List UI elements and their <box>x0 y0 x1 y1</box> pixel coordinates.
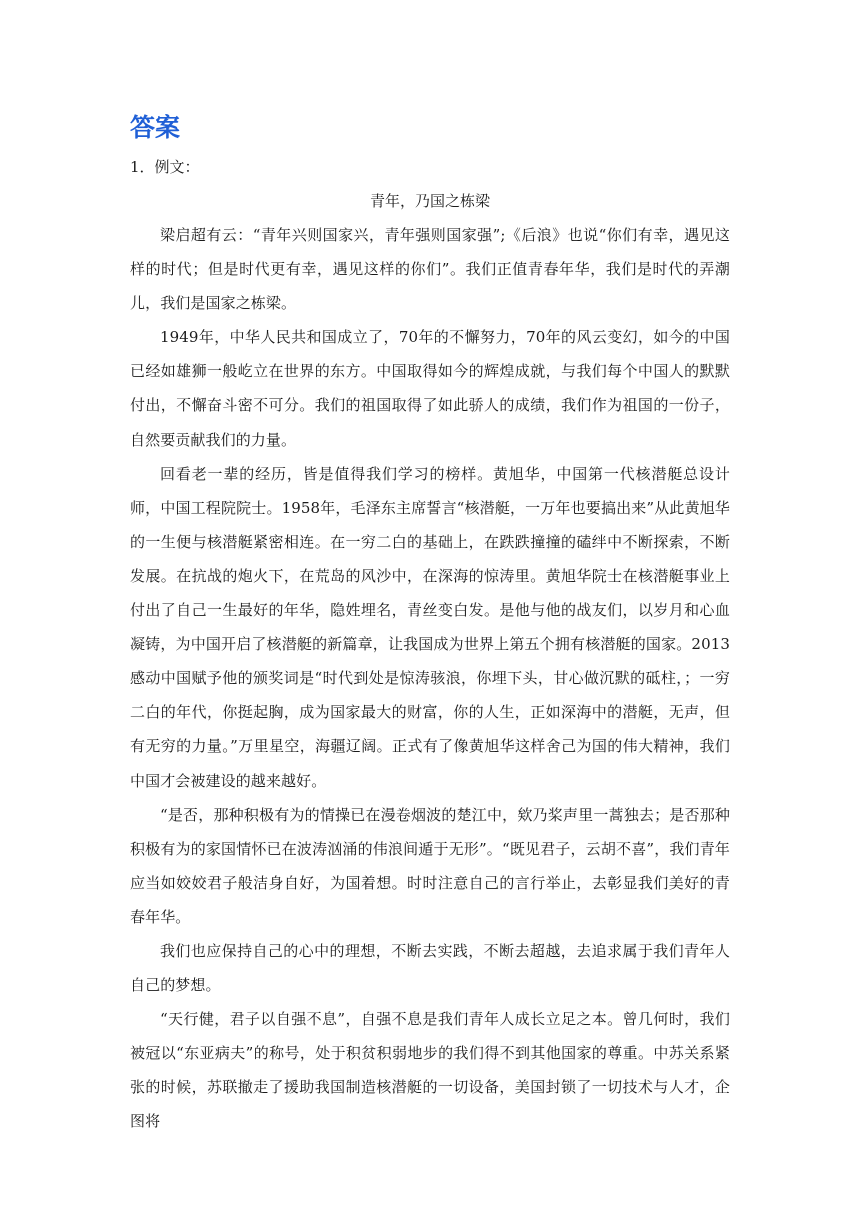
essay-paragraph: 我们也应保持自己的心中的理想，不断去实践，不断去超越，去追求属于我们青年人自己的梦想。 <box>130 941 730 995</box>
essay-paragraph: 梁启超有云：“青年兴则国家兴，青年强则国家强”;《后浪》也说“你们有幸，遇见这样的时代；但是时代更有幸，遇见这样的你们”。我们正值青春年华，我们是时代的弄潮儿，我们是国家之栋梁。 <box>130 226 730 313</box>
answer-heading: 答案 <box>130 113 181 142</box>
document-page <box>130 108 730 1139</box>
item-label: 1．例文： <box>130 158 200 176</box>
essay-paragraph: 回看老一辈的经历，皆是值得我们学习的榜样。黄旭华，中国第一代核潜艇总设计师，中国工程院院士。1958年，毛泽东主席誓言“核潜艇，一万年也要搞出来”从此黄旭华的一生便与核潜艇紧密相连。在一穷二白的基础上，在跌跌撞撞的磕绊中不断探索，不断发展。在抗战的炮火下，在荒岛的风沙中，在深海的惊涛里。黄旭华院士在核潜艇事业上付出了自己一生最好的年华，隐姓埋名，青丝变白发。是他与他的战友们，以岁月和心血凝铸，为中国开启了核潜艇的新篇章，让我国成为世界上第五个拥有核潜艇的国家。2013感动中国赋予他的颁奖词是“时代到处是惊涛骇浪，你埋下头，甘心做沉默的砥柱，；一穷二白的年代，你挺起胸，成为国家最大的财富，你的人生，正如深海中的潜艇，无声，但有无穷的力量。”万里星空，海疆辽阔。正式有了像黄旭华这样舍己为国的伟大精神，我们中国才会被建设的越来越好。 <box>130 464 730 790</box>
essay-paragraph: “是否，那种积极有为的情操已在漫卷烟波的楚江中，欸乃桨声里一蒿独去；是否那种积极有为的家国情怀已在波涛汹涌的伟浪间遁于无形”。“既见君子，云胡不喜”，我们青年应当如姣姣君子般洁身自好，为国着想。时时注意自己的言行举止，去彰显我们美好的青春年华。 <box>130 805 730 926</box>
essay-title: 青年，乃国之栋梁 <box>369 192 490 210</box>
essay-paragraph: 1949年，中华人民共和国成立了，70年的不懈努力，70年的风云变幻，如今的中国已经如雄狮一般屹立在世界的东方。中国取得如今的辉煌成就，与我们每个中国人的默默付出，不懈奋斗密不可分。我们的祖国取得了如此骄人的成绩，我们作为祖国的一份子，自然要贡献我们的力量。 <box>130 328 730 449</box>
essay-paragraph: “天行健，君子以自强不息”，自强不息是我们青年人成长立足之本。曾几何时，我们被冠以“东亚病夫”的称号，处于积贫积弱地步的我们得不到其他国家的尊重。中苏关系紧张的时候，苏联撤走了援助我国制造核潜艇的一切设备，美国封锁了一切技术与人才，企图将 <box>130 1010 730 1131</box>
